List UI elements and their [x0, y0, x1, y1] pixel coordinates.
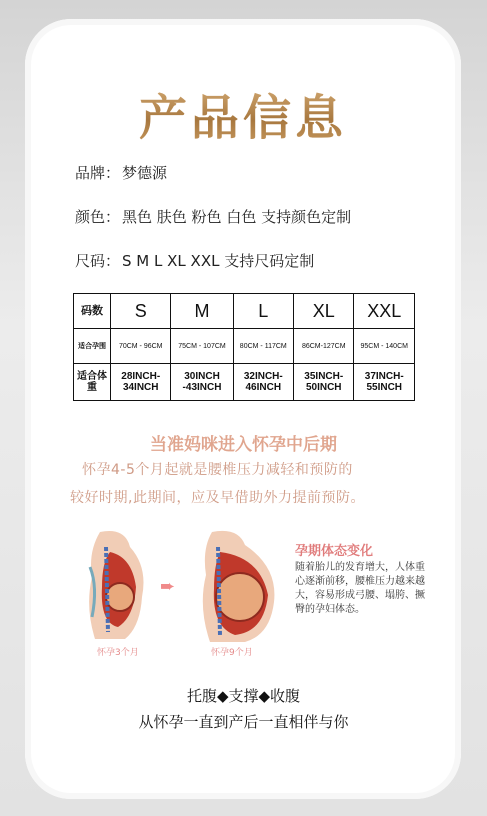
color-label: 颜色： [75, 208, 121, 226]
caption-9-month: 怀孕9个月 [211, 648, 253, 658]
weight-m: 30INCH -43INCH [171, 364, 233, 401]
weight-l: 32INCH-46INCH [233, 364, 293, 401]
page-title: 产品信息 [25, 79, 461, 148]
weight-label: 适合体重 [74, 364, 111, 401]
belly-l: 80CM - 117CM [233, 329, 293, 364]
size-s: S [111, 294, 171, 329]
size-value: S M L XL XXL 支持尺码定制 [122, 252, 315, 270]
info-card [25, 19, 461, 799]
notice-line2: 较好时期,此期间，应及早借助外力提前预防。 [70, 490, 365, 506]
footer-slogan: 从怀孕一直到产后一直相伴与你 [138, 713, 349, 731]
arrow-right-icon: ➨ [160, 576, 176, 597]
size-l: L [233, 294, 293, 329]
size-table [73, 293, 415, 401]
posture-change-text: 随着胎儿的发育增大，人体重心逐渐前移，腰椎压力越来越大，容易形成弓腰、塌胯、撅臀的孕妇体态。 [295, 562, 425, 615]
weight-xl: 35INCH-50INCH [294, 364, 354, 401]
brand-value: 梦德源 [122, 164, 168, 182]
size-label: 尺码： [75, 252, 121, 270]
weight-xxl: 37INCH-55INCH [354, 364, 415, 401]
belly-label: 适合孕围 [74, 329, 111, 364]
belly-m: 75CM - 107CM [171, 329, 233, 364]
size-xl: XL [294, 294, 354, 329]
brand-label: 品牌： [75, 164, 121, 182]
notice-headline: 当准妈咪进入怀孕中后期 [150, 435, 337, 455]
weight-s: 28INCH-34INCH [111, 364, 171, 401]
footer-features: 托腹◆支撑◆收腹 [186, 687, 301, 705]
size-row [75, 250, 314, 271]
size-header-label: 码数 [74, 294, 111, 329]
belly-xl: 86CM-127CM [294, 329, 354, 364]
color-row [75, 206, 351, 227]
size-xxl: XXL [354, 294, 415, 329]
caption-3-month: 怀孕3个月 [97, 648, 139, 658]
brand-row [75, 162, 167, 183]
pregnancy-3-month-illustration [70, 527, 160, 647]
pregnancy-9-month-illustration [190, 527, 285, 647]
belly-xxl: 95CM - 140CM [354, 329, 415, 364]
color-value: 黑色 肤色 粉色 白色 支持颜色定制 [122, 208, 352, 226]
belly-s: 70CM - 96CM [111, 329, 171, 364]
posture-change-title: 孕期体态变化 [295, 544, 374, 559]
size-m: M [171, 294, 233, 329]
notice-line1: 怀孕4-5个月起就是腰椎压力减轻和预防的 [82, 462, 353, 478]
